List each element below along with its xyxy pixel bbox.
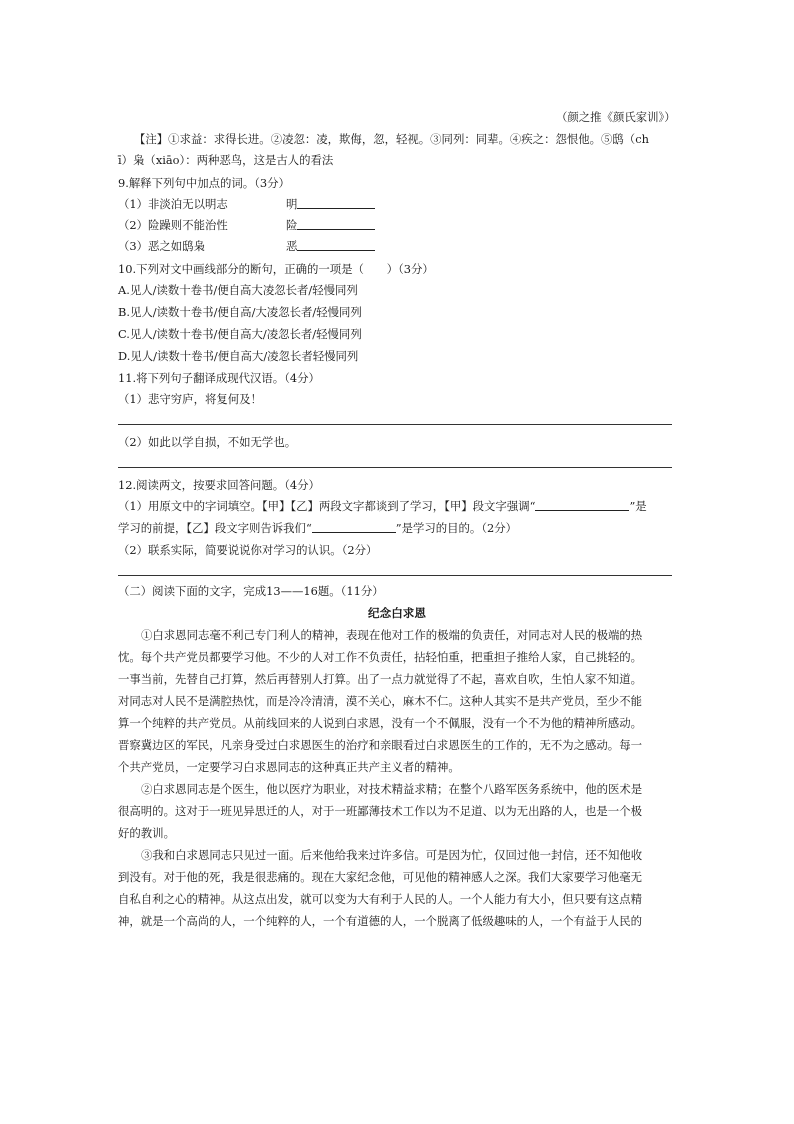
source-citation: （颜之推《颜氏家训》）: [556, 110, 676, 124]
q9-answer-1: [286, 196, 375, 212]
article-title: 纪念白求恩: [368, 606, 426, 620]
q9-answer-1-label: 明: [286, 197, 298, 211]
q9-answer-1-blank[interactable]: [297, 196, 375, 209]
q12-part1-text-a: （1）用原文中的字词填空。【甲】【乙】两段文字都谈到了学习，【甲】段文字强调“: [118, 499, 536, 513]
q11-answer-line-2[interactable]: [118, 467, 672, 468]
article-line-10: 好的教训。: [118, 826, 175, 840]
q9-item-1: （1）非淡泊无以明志: [118, 197, 228, 211]
q10-option-c[interactable]: C.见人/读数十卷书/便自高大/凌忽长者/轻慢同列: [118, 327, 362, 341]
q12-part1-line1: [118, 498, 647, 514]
q10-option-b[interactable]: B.见人/读数十卷书/便自高/大凌忽长者/轻慢同列: [118, 305, 362, 319]
question-11-stem: 11.将下列句子翻译成现代汉语。（4分）: [118, 371, 320, 385]
q12-blank-2[interactable]: [312, 520, 396, 533]
q9-answer-2: [286, 217, 375, 233]
q10-option-d[interactable]: D.见人/读数十卷书/便自高大/凌忽长者轻慢同列: [118, 349, 359, 363]
article-line-4: 对同志对人民不是满腔热忱，而是冷冷清清，漠不关心，麻木不仁。这种人其实不是共产党员，至少不能: [118, 694, 642, 708]
article-line-3: 一事当前，先替自己打算，然后再替别人打算。出了一点力就觉得了不起，喜欢自吹，生怕人家不知道。: [118, 672, 642, 686]
q12-part2: （2）联系实际，简要说说你对学习的认识。（2分）: [118, 543, 378, 557]
article-line-5: 算一个纯粹的共产党员。从前线回来的人说到白求恩，没有一个不佩服，没有一个不为他的精神所感动。: [118, 716, 642, 730]
q12-answer-line[interactable]: [118, 575, 672, 576]
annotation-note-line1: 【注】①求益：求得长进。②凌忽：凌，欺侮，忽，轻视。③同列：同辈。④疾之：怨恨他。⑤鸱（ch: [134, 132, 649, 146]
article-line-6: 晋察冀边区的军民，凡亲身受过白求恩医生的治疗和亲眼看过白求恩医生的工作的，无不为之感动。每一: [118, 738, 642, 752]
q9-answer-3-label: 恶: [286, 239, 298, 253]
article-line-7: 个共产党员，一定要学习白求恩同志的这种真正共产主义者的精神。: [118, 760, 460, 774]
question-10-stem: 10.下列对文中画线部分的断句，正确的一项是（ ）（3分）: [118, 262, 434, 276]
q10-option-a[interactable]: A.见人/读数十卷书/便自高大凌忽长者/轻慢同列: [118, 283, 358, 297]
q9-item-2: （2）险躁则不能治性: [118, 218, 228, 232]
annotation-note-line2: ī）枭（xiāo）：两种恶鸟，这是古人的看法: [118, 153, 334, 167]
article-line-13: 自私自利之心的精神。从这点出发，就可以变为大有利于人民的人。一个人能力有大小，但只要有这点精: [118, 892, 642, 906]
section-2-heading: （二）阅读下面的文字，完成13——16题。（11分）: [118, 584, 384, 598]
q11-item-2: （2）如此以学自损，不如无学也。: [118, 435, 297, 449]
article-line-12: 到没有。对于他的死，我是很悲痛的。现在大家纪念他，可见他的精神感人之深。我们大家要学习他毫无: [118, 870, 642, 884]
article-line-14: 神，就是一个高尚的人，一个纯粹的人，一个有道德的人，一个脱离了低级趣味的人，一个有益于人民的: [118, 914, 642, 928]
article-line-9: 很高明的。这对于一班见异思迁的人，对于一班鄙薄技术工作以为不足道、以为无出路的人，也是一个极: [118, 804, 642, 818]
q9-answer-3-blank[interactable]: [297, 238, 375, 251]
article-line-1: ①白求恩同志毫不利己专门利人的精神，表现在他对工作的极端的负责任，对同志对人民的极端的热: [141, 628, 643, 642]
question-12-stem: 12.阅读两文，按要求回答问题。（4分）: [118, 478, 320, 492]
q11-item-1: （1）悲守穷庐，将复何及！: [118, 392, 262, 406]
q9-answer-2-label: 险: [286, 218, 298, 232]
article-line-11: ③我和白求恩同志只见过一面。后来他给我来过许多信。可是因为忙，仅回过他一封信，还不知他收: [141, 848, 643, 862]
article-line-2: 忱。每个共产党员都要学习他。不少的人对工作不负责任，拈轻怕重，把重担子推给人家，自己挑轻的。: [118, 650, 642, 664]
q9-answer-2-blank[interactable]: [297, 217, 375, 230]
q12-part1-text-c: 学习的前提，【乙】段文字则告诉我们“: [118, 521, 312, 535]
q9-answer-3: [286, 238, 375, 254]
q11-answer-line-1[interactable]: [118, 424, 672, 425]
q12-part1-line2: [118, 520, 517, 536]
question-9-stem: 9.解释下列句中加点的词。（3分）: [118, 176, 290, 190]
q12-part1-text-d: ”是学习的目的。（2分）: [395, 521, 518, 535]
article-line-8: ②白求恩同志是个医生，他以医疗为职业，对技术精益求精；在整个八路军医务系统中，他的医术是: [141, 782, 643, 796]
q12-part1-text-b: ”是: [629, 499, 647, 513]
q9-item-3: （3）恶之如鸱枭: [118, 239, 205, 253]
q12-blank-1[interactable]: [535, 498, 629, 511]
